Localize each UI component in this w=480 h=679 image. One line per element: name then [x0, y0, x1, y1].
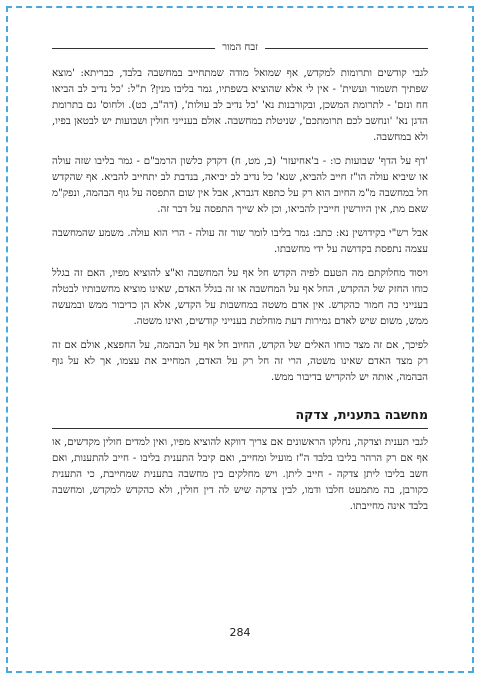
book-title: זבח המור: [215, 40, 265, 56]
section-paragraph: לגבי תענית וצדקה, נחלקו הראשונים אם צריך דווקא להוציא מפיו, ואין למדים חולין מקדשים, או אף אם רק הרהר בליבו בלבד ה"ז מועיל ומחייב, ואם קיבל התענית בליבו - חייב להתענות, ואם חשב בליבו ליתן צדקה - חייב ליתן. ויש מחלקים בין מחשבה בתענית שמחייבת, כי התענית כקורבן, בה מתמעט חלבו ודמו, לבין צדקה שיש לה דין חולין, ולא כהקדש למקדש, ומחשבה בלבד אינה מחייבתו.: [52, 437, 428, 512]
body-paragraph: לגבי קודשים ותרומות למקדש, אף שמואל מודה שמתחייב במחשבה בלבד, כבריתא: 'מוצא שפתיך תשמור ועשית' - אין לי אלא שהוציא בשפתיו, גמר בליבו מנין? ת"ל: 'כל נדיב לב הביאו חח ונזם' - לתרומת המשכן, ובקורבנות נא' 'כל נדיב לב עולות', (דה"ב, כט). ולחוס' גם בתרומת הדגן נא' 'ונחשב לכם תרומתכם', שניטלת במחשבה. אולם בענייני חולין ושבועות יש לבטאן בפיו, ולא במחשבה.: [52, 68, 428, 143]
body-paragraph: לפיכך, אם זה מצד כוחו האלים של הקדש, החיוב חל אף על הבהמה, על החפצא, אולם אם זה רק מצד האדם שאינו משטה, הרי זה חל רק על האדם, המחייב את עצמו, אך לא על גוף הבהמה, אותה יש להקדיש בדיבור ממש.: [52, 340, 428, 383]
body-paragraph: ויסוד מחלוקתם מה הטעם לפיה הקדש חל אף על המחשבה וא"צ להוציא מפיו, האם זה בגלל כוחו החזק של ההקדש, החל אף על המחשבה או זה בגלל האדם, שאינו מוציא מחשבותיו לבטלה בענייני כה חמור כהקדש. אין אדם משטה במחשבות על הקדש, אלא הן כדיבור ממש ובמעשה ממש, משום שיש לאדם גמירות דעת מוחלטת בענייני קודשים, ואינו משטה.: [52, 268, 428, 327]
body-paragraph: אבל רש"י בקידושין נא: כתב: גמר בליבו לומר שור זה עולה - הרי הוא עולה. משמע שהמחשבה עצמה נתפסת בקדושה על ידי מחשבתו.: [52, 228, 428, 255]
page-content: [52, 66, 428, 523]
section-heading: מחשבה בתענית, צדקה: [52, 406, 428, 429]
page-number: 284: [229, 626, 251, 639]
running-header: [52, 40, 428, 56]
body-paragraph: 'דף על הדף' שבועות כו: - ב'אחיעזר' (ב, מט, ח) דקדק כלשון הרמב"ם - גמר בליבו שזה עולה או שיביא עולה הו"ז חייב להביא, שנא' כל נדיב לב יביאה, בנדבת לב יתחייב להביא. אף שהקדש חל במחשבה מ"מ החיוב הוא רק על כתפא דגברא, אבל אין שום התפסה על גוף הבהמה, ונפק"מ שאם מת, אין היורשין חייבין להביאו, וכן לא שייך התפסה על דבר זה.: [52, 156, 428, 215]
